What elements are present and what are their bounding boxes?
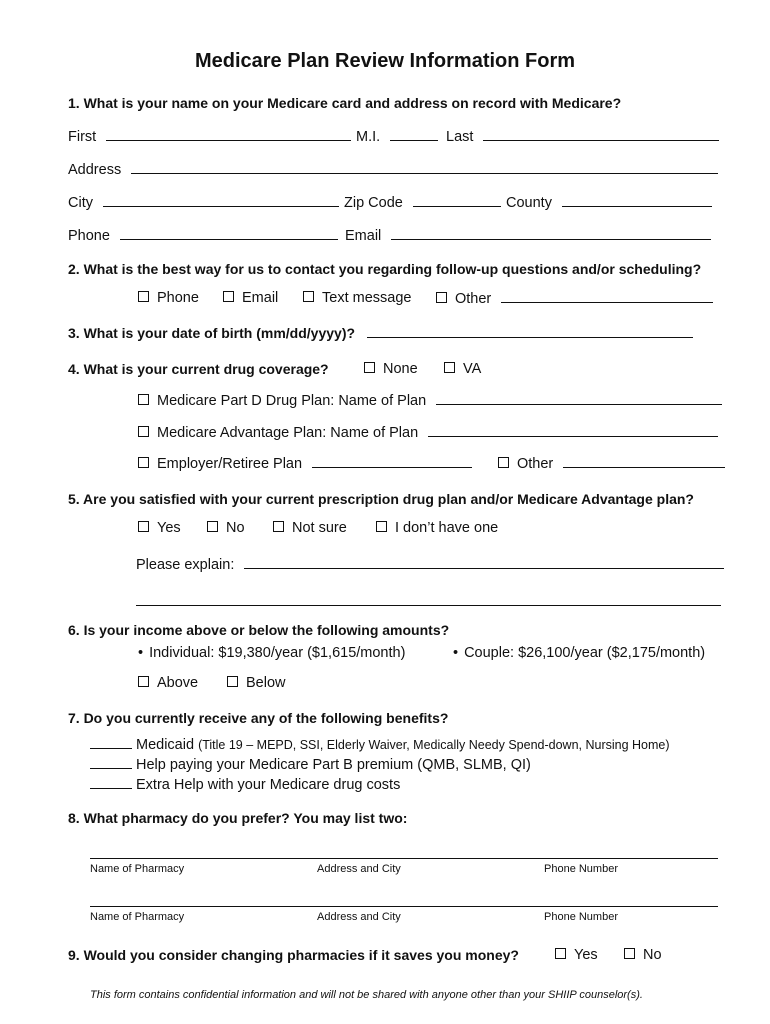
contact-text-checkbox[interactable] — [303, 291, 314, 302]
mi-row — [356, 128, 438, 145]
explain-field-line-2[interactable] — [136, 605, 721, 606]
satisfied-yes-checkbox[interactable] — [138, 521, 149, 532]
city-field[interactable] — [103, 194, 339, 207]
extra-help-blank[interactable] — [90, 776, 132, 789]
income-below-label: Below — [246, 675, 286, 691]
satisfied-none-option[interactable] — [376, 520, 498, 536]
county-label: County — [506, 195, 552, 211]
q7-question: 7. Do you currently receive any of the following benefits? — [68, 710, 449, 726]
part-b-blank[interactable] — [90, 756, 132, 769]
q6-question: 6. Is your income above or below the following amounts? — [68, 622, 450, 638]
coverage-va-option[interactable] — [444, 361, 481, 377]
coverage-part-d-option[interactable] — [138, 392, 722, 409]
satisfied-notsure-checkbox[interactable] — [273, 521, 284, 532]
pharmacy-1-address-label: Address and City — [317, 863, 401, 875]
satisfied-none-label: I don’t have one — [395, 520, 499, 536]
first-name-field[interactable] — [106, 128, 351, 141]
income-below-checkbox[interactable] — [227, 676, 238, 687]
pharmacy-2-line[interactable] — [90, 906, 718, 907]
city-label: City — [68, 195, 93, 211]
change-pharmacy-no-label: No — [643, 947, 662, 963]
pharmacy-1-name-label: Name of Pharmacy — [90, 863, 185, 875]
coverage-other-field[interactable] — [563, 455, 725, 468]
benefit-medicaid — [90, 736, 670, 753]
county-field[interactable] — [562, 194, 712, 207]
coverage-advantage-option[interactable] — [138, 424, 718, 441]
pharmacy-1-line[interactable] — [90, 858, 718, 859]
change-pharmacy-yes-option[interactable] — [555, 947, 598, 963]
form-title: Medicare Plan Review Information Form — [194, 50, 576, 72]
satisfied-no-label: No — [226, 520, 245, 536]
contact-other-label: Other — [455, 291, 492, 307]
zip-label: Zip Code — [344, 195, 403, 211]
phone-row — [68, 227, 338, 244]
satisfied-no-checkbox[interactable] — [207, 521, 218, 532]
satisfied-no-option[interactable] — [207, 520, 245, 536]
explain-label: Please explain: — [136, 557, 235, 573]
income-individual — [138, 645, 405, 661]
zip-row — [344, 194, 501, 211]
email-label: Email — [345, 228, 382, 244]
contact-email-label: Email — [242, 290, 279, 306]
bullet-icon: • — [453, 645, 459, 661]
q5-question: 5. Are you satisfied with your current prescription drug plan and/or Medicare Advantage plan? — [68, 491, 694, 507]
email-row — [345, 227, 711, 244]
address-label: Address — [68, 162, 122, 178]
coverage-employer-option[interactable] — [138, 455, 472, 472]
contact-email-option[interactable] — [223, 290, 278, 306]
phone-label: Phone — [68, 228, 110, 244]
city-row — [68, 194, 339, 211]
coverage-other-option[interactable] — [498, 455, 725, 472]
coverage-employer-label: Employer/Retiree Plan — [157, 456, 303, 472]
contact-email-checkbox[interactable] — [223, 291, 234, 302]
income-couple — [453, 645, 705, 661]
coverage-advantage-label: Medicare Advantage Plan: Name of Plan — [157, 425, 419, 441]
satisfied-notsure-option[interactable] — [273, 520, 347, 536]
contact-phone-checkbox[interactable] — [138, 291, 149, 302]
change-pharmacy-yes-checkbox[interactable] — [555, 948, 566, 959]
advantage-plan-field[interactable] — [428, 424, 718, 437]
pharmacy-1-phone-label: Phone Number — [544, 863, 618, 875]
explain-field[interactable] — [244, 556, 724, 569]
pharmacy-2-phone-label: Phone Number — [544, 911, 618, 923]
coverage-none-label: None — [383, 361, 418, 377]
address-row — [68, 161, 718, 178]
extra-help-label: Extra Help with your Medicare drug costs — [136, 777, 401, 793]
contact-other-option[interactable] — [436, 290, 713, 307]
satisfied-none-checkbox[interactable] — [376, 521, 387, 532]
coverage-part-d-checkbox[interactable] — [138, 394, 149, 405]
coverage-part-d-label: Medicare Part D Drug Plan: Name of Plan — [157, 393, 427, 409]
coverage-none-checkbox[interactable] — [364, 362, 375, 373]
q8-question: 8. What pharmacy do you prefer? You may list two: — [68, 810, 408, 826]
income-couple-text: Couple: $26,100/year ($2,175/month) — [464, 645, 706, 661]
q2-question: 2. What is the best way for us to contact you regarding follow-up questions and/or scheduling? — [68, 261, 702, 277]
income-below-option[interactable] — [227, 675, 286, 691]
first-label: First — [68, 129, 97, 145]
q1-question: 1. What is your name on your Medicare card and address on record with Medicare? — [68, 95, 622, 111]
pharmacy-2-name-label: Name of Pharmacy — [90, 911, 185, 923]
medicaid-label: Medicaid — [136, 737, 195, 753]
contact-other-checkbox[interactable] — [436, 292, 447, 303]
contact-phone-label: Phone — [157, 290, 199, 306]
contact-phone-option[interactable] — [138, 290, 199, 306]
county-row — [506, 194, 712, 211]
first-name-row — [68, 128, 351, 145]
q9-question: 9. Would you consider changing pharmacies if it saves you money? — [68, 947, 519, 963]
change-pharmacy-no-checkbox[interactable] — [624, 948, 635, 959]
last-name-field[interactable] — [483, 128, 719, 141]
coverage-va-checkbox[interactable] — [444, 362, 455, 373]
coverage-va-label: VA — [463, 361, 482, 377]
satisfied-yes-option[interactable] — [138, 520, 181, 536]
medicaid-blank[interactable] — [90, 736, 132, 749]
change-pharmacy-yes-label: Yes — [574, 947, 598, 963]
phone-field[interactable] — [120, 227, 338, 240]
bullet-icon: • — [138, 645, 144, 661]
last-label: Last — [446, 129, 474, 145]
coverage-advantage-checkbox[interactable] — [138, 426, 149, 437]
income-above-checkbox[interactable] — [138, 676, 149, 687]
email-field[interactable] — [391, 227, 711, 240]
contact-other-field[interactable] — [501, 290, 713, 303]
zip-field[interactable] — [413, 194, 501, 207]
contact-text-label: Text message — [322, 290, 412, 306]
explain-row — [136, 556, 724, 573]
address-field[interactable] — [131, 161, 718, 174]
coverage-none-option[interactable] — [364, 361, 418, 377]
last-name-row — [446, 128, 719, 145]
coverage-other-checkbox[interactable] — [498, 457, 509, 468]
benefit-extra-help — [90, 776, 400, 793]
dob-field[interactable] — [367, 325, 693, 338]
medicaid-note: (Title 19 – MEPD, SSI, Elderly Waiver, Medically Needy Spend-down, Nursing Home) — [198, 738, 670, 752]
part-b-label: Help paying your Medicare Part B premium (QMB, SLMB, QI) — [136, 757, 531, 773]
change-pharmacy-no-option[interactable] — [624, 947, 662, 963]
mi-label: M.I. — [356, 129, 381, 145]
coverage-employer-checkbox[interactable] — [138, 457, 149, 468]
q4-question: 4. What is your current drug coverage? — [68, 361, 329, 377]
benefit-part-b — [90, 756, 531, 773]
income-above-option[interactable] — [138, 675, 198, 691]
mi-field[interactable] — [390, 128, 438, 141]
q3-row — [68, 325, 693, 341]
q3-question: 3. What is your date of birth (mm/dd/yyyy)? — [68, 325, 356, 341]
coverage-other-label: Other — [517, 456, 554, 472]
contact-text-option[interactable] — [303, 290, 411, 306]
confidentiality-footer: This form contains confidential information and will not be shared with anyone other than your SHIIP counselor(s). — [90, 989, 643, 1001]
satisfied-notsure-label: Not sure — [292, 520, 347, 536]
satisfied-yes-label: Yes — [157, 520, 181, 536]
income-above-label: Above — [157, 675, 199, 691]
pharmacy-2-address-label: Address and City — [317, 911, 401, 923]
part-d-plan-field[interactable] — [436, 392, 722, 405]
employer-plan-field[interactable] — [312, 455, 472, 468]
income-individual-text: Individual: $19,380/year ($1,615/month) — [149, 645, 406, 661]
